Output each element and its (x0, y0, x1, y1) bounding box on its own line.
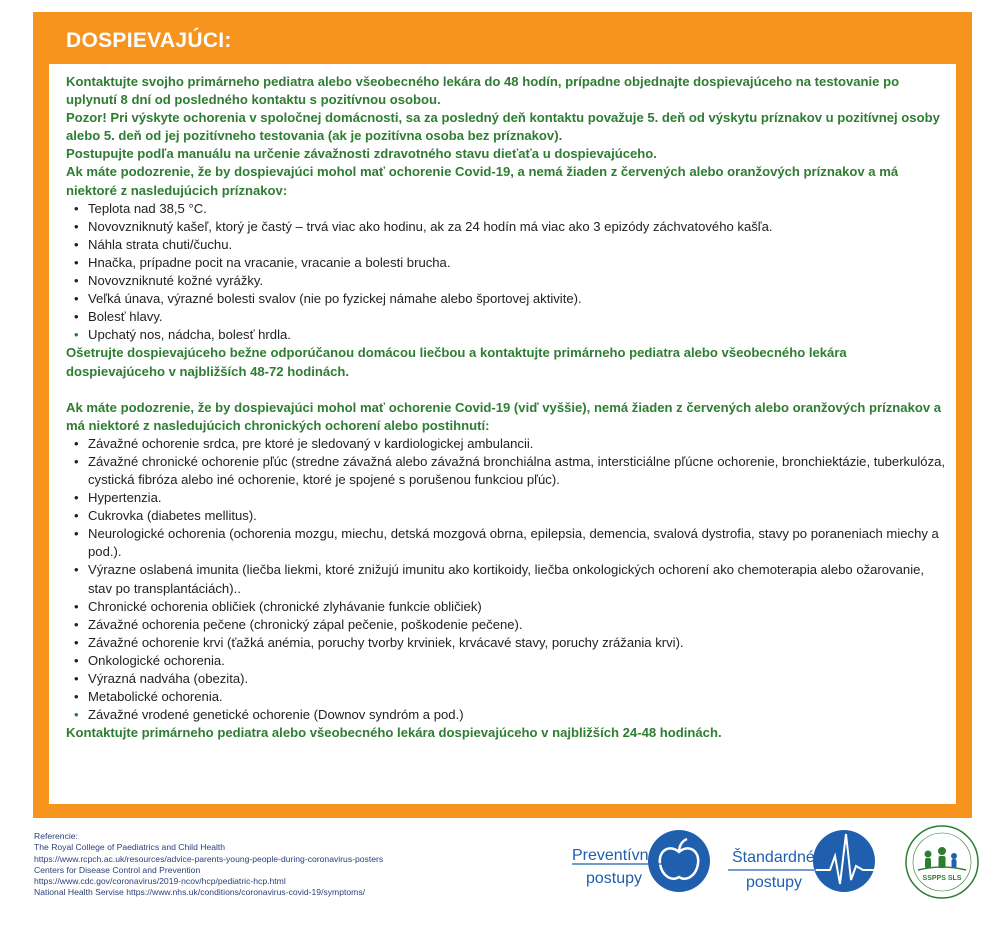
intro-contact-paragraph: Kontaktujte svojho primárneho pediatra alebo všeobecného lekára do 48 hodín, prípadne objednajte dospievajúceho na testovanie po uplynutí 8 dní od posledného kontaktu s pozitívnou osobou. (66, 74, 900, 108)
spacer (66, 381, 946, 399)
list-item: • Neurologické ochorenia (ochorenia mozgu, miechu, detská mozgová obrna, epilepsia, demencia, svalová dystrofia, stavy po poraneniach miechy a pod.). (88, 525, 946, 561)
list-item: • Chronické ochorenia obličiek (chronické zlyhávanie funkcie obličiek) (88, 598, 946, 616)
section2-intro: Ak máte podozrenie, že by dospievajúci mohol mať ochorenie Covid-19 (viď vyššie), nemá žiaden z červených alebo oranžových príznakov a má niektoré z nasledujúcich chronických ochorení alebo postihnutí: (66, 399, 942, 433)
family-icon (904, 824, 980, 900)
content-body (66, 73, 946, 742)
list-item: • Onkologické ochorenia. (88, 652, 946, 670)
list-item: • Metabolické ochorenia. (88, 688, 946, 706)
list-item: • Novovzniknuté kožné vyrážky. (88, 272, 946, 290)
references (34, 831, 554, 899)
intro-suspicion-paragraph: Ak máte podozrenie, že by dospievajúci mohol mať ochorenie Covid-19, a nemá žiaden z červených alebo oranžových príznakov a má niektoré z nasledujúcich príznakov: (66, 164, 899, 198)
list-item: • Upchatý nos, nádcha, bolesť hrdla. (88, 326, 946, 344)
list-item: • Výrazne oslabená imunita (liečba liekmi, ktoré znižujú imunitu ako kortikoidy, liečba onkologických ochorení ako chemoterapia alebo ožarovanie, stav po transplantáciách).. (88, 561, 946, 597)
standardne-postupy-logo (728, 826, 888, 896)
reference-link[interactable]: https://www.rcpch.ac.uk/resources/advice-parents-young-people-during-coronavirus-posters (34, 853, 384, 864)
list-item: • Veľká únava, výrazné bolesti svalov (nie po fyzickej námahe alebo športovej aktivite). (88, 290, 946, 308)
orange-frame (33, 12, 972, 818)
reference-link[interactable]: National Health Servise https://www.nhs.uk/conditions/coronavirus-covid-19/symptoms/ (34, 887, 366, 898)
reference-line: The Royal College of Paediatrics and Child Health (34, 842, 226, 853)
reference-line: Centers for Disease Control and Prevention (34, 864, 201, 875)
page-title: DOSPIEVAJÚCI: (66, 29, 232, 52)
list-item: • Novovzniknutý kašeľ, ktorý je častý – trvá viac ako hodinu, ak za 24 hodín má viac ako 3 epizódy záchvatového kašľa. (88, 218, 946, 236)
intro-household-warning: Pozor! Pri výskyte ochorenia v spoločnej domácnosti, sa za posledný deň kontaktu považuje 5. deň od výskytu príznakov u pozitívnej osoby alebo 5. deň od jej pozitívneho testovania (ak je pozitívna osoba bez príznakov). (66, 110, 940, 144)
list-item: • Hnačka, prípadne pocit na vracanie, vracanie a bolesti brucha. (88, 254, 946, 272)
sspps-label: SSPPS SLS (922, 875, 962, 882)
standardne-subtitle: postupy (746, 874, 803, 891)
list-item: • Teplota nad 38,5 °C. (88, 200, 946, 218)
list-item: • Hypertenzia. (88, 489, 946, 507)
content-panel (49, 64, 956, 804)
standardne-title: Štandardné (732, 849, 815, 866)
symptom-list (66, 200, 946, 345)
reference-link[interactable]: https://www.cdc.gov/coronavirus/2019-ncov/hcp/pediatric-hcp.html (34, 876, 286, 887)
heartbeat-icon (728, 826, 888, 896)
preventivne-postupy-logo (566, 826, 716, 896)
intro-manual-instruction: Postupujte podľa manuálu na určenie závažnosti zdravotného stavu dieťaťa u dospievajúceho. (66, 146, 657, 162)
list-item: • Náhla strata chuti/čuchu. (88, 236, 946, 254)
section2-outro: Kontaktujte primárneho pediatra alebo všeobecného lekára dospievajúceho v najbližších 24-48 hodinách. (66, 725, 722, 741)
list-item: • Bolesť hlavy. (88, 308, 946, 326)
section1-outro: Ošetrujte dospievajúceho bežne odporúčanou domácou liečbou a kontaktujte primárneho pediatra alebo všeobecného lekára dospievajúceho v najbližších 48-72 hodinách. (66, 345, 847, 379)
apple-icon (566, 826, 716, 896)
list-item: • Závažné vrodené genetické ochorenie (Downov syndróm a pod.) (88, 706, 946, 724)
references-heading: Referencie: (34, 831, 78, 841)
list-item: • Cukrovka (diabetes mellitus). (88, 507, 946, 525)
sspps-sls-logo (904, 824, 980, 900)
preventivne-title: Preventívne (572, 847, 658, 864)
preventivne-subtitle: postupy (586, 870, 643, 887)
chronic-disease-list (66, 435, 946, 725)
list-item: • Výrazná nadváha (obezita). (88, 670, 946, 688)
list-item: • Závažné ochorenie krvi (ťažká anémia, poruchy tvorby krviniek, krvácavé stavy, poruchy zrážania krvi). (88, 634, 946, 652)
list-item: • Závažné chronické ochorenie pľúc (stredne závažná alebo závažná bronchiálna astma, intersticiálne pľúcne ochorenie, bronchiektázie, tuberkulóza, cystická fibróza alebo iné ochorenie, ktoré je spojené s porušenou funkciou pľúc). (88, 453, 946, 489)
list-item: • Závažné ochorenie srdca, pre ktoré je sledovaný v kardiologickej ambulancii. (88, 435, 946, 453)
list-item: • Závažné ochorenia pečene (chronický zápal pečenie, poškodenie pečene). (88, 616, 946, 634)
